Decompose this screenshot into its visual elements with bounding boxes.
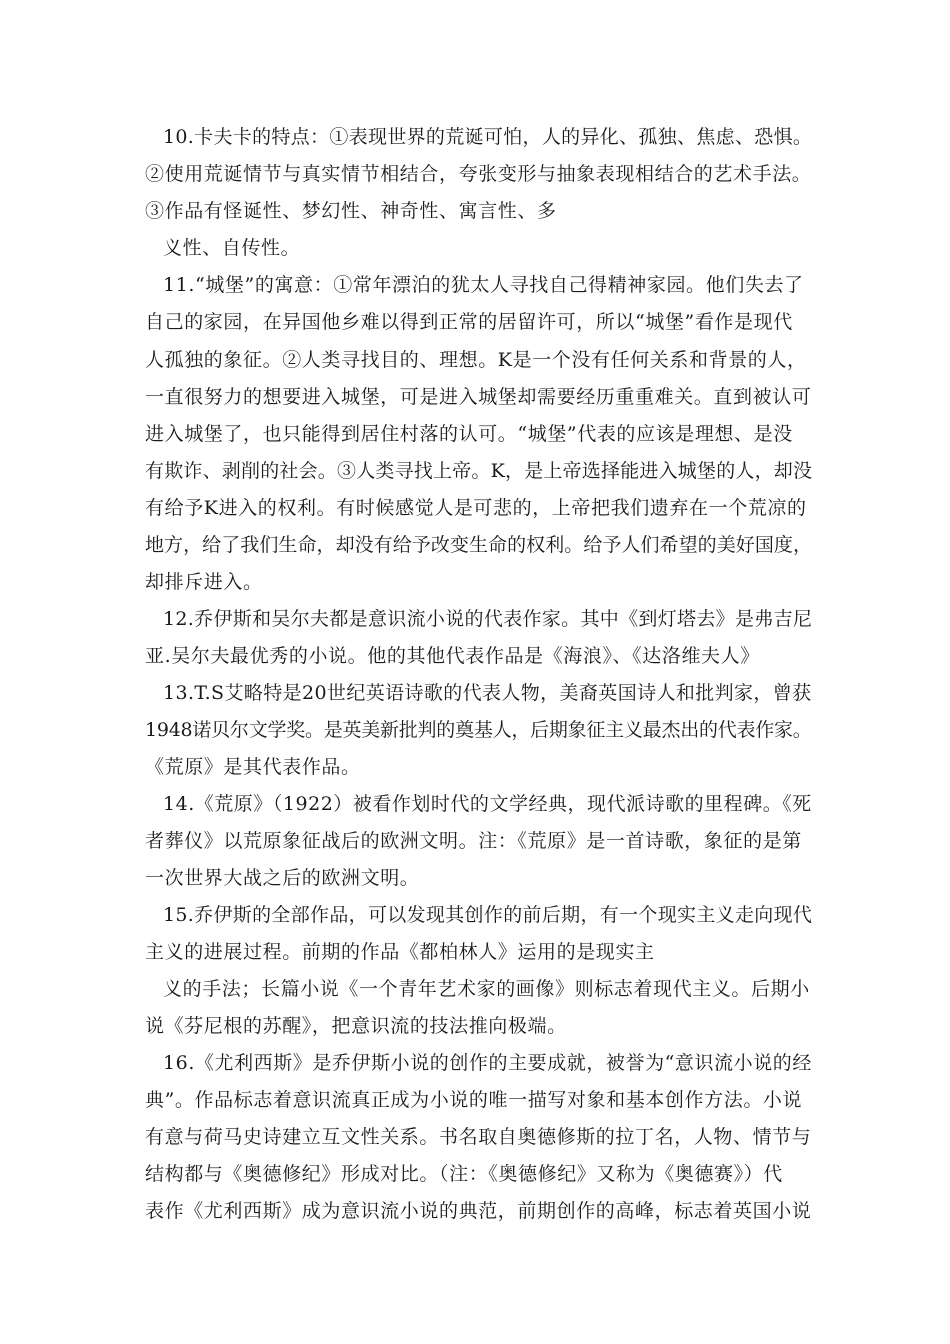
text-line: 义性、自传性。 [163, 237, 301, 259]
text-line: 有意与荷马史诗建立互文性关系。书名取自奥德修斯的拉丁名，人物、情节与 [145, 1126, 812, 1148]
text-line: 16.《尤利西斯》是乔伊斯小说的创作的主要成就，被誉为“意识流小说的经 [163, 1052, 812, 1074]
text-line: 一直很努力的想要进入城堡，可是进入城堡却需要经历重重难关。直到被认可 [145, 386, 812, 408]
text-line: 地方，给了我们生命，却没有给予改变生命的权利。给予人们希望的美好国度， [145, 534, 813, 556]
text-line: 典”。作品标志着意识流真正成为小说的唯一描写对象和基本创作方法。小说 [145, 1089, 803, 1111]
text-line: 自己的家园，在异国他乡难以得到正常的居留许可，所以“城堡”看作是现代 [145, 311, 793, 333]
text-line: 10.卡夫卡的特点：①表现世界的荒诞可怕，人的异化、孤独、焦虑、恐惧。 [163, 126, 813, 148]
text-line: 进入城堡了，也只能得到居住村落的认可。“城堡”代表的应该是理想、是没 [145, 423, 793, 445]
text-line: 13.T.S艾略特是20世纪英语诗歌的代表人物，美裔英国诗人和批判家，曾获 [163, 682, 812, 704]
text-line: ③作品有怪诞性、梦幻性、神奇性、寓言性、多 [145, 200, 557, 222]
text-line: 主义的进展过程。前期的作品《都柏林人》运用的是现实主 [145, 941, 655, 963]
text-line: 15.乔伊斯的全部作品，可以发现其创作的前后期，有一个现实主义走向现代 [163, 904, 813, 926]
text-line: 亚.吴尔夫最优秀的小说。他的其他代表作品是《海浪》、《达洛维夫人》 [145, 645, 760, 667]
text-line: 人孤独的象征。②人类寻找目的、理想。K是一个没有任何关系和背景的人， [145, 349, 807, 371]
text-line: 1948诺贝尔文学奖。是英美新批判的奠基人，后期象征主义最杰出的代表作家。 [145, 719, 812, 741]
text-line: 却排斥进入。 [145, 571, 263, 593]
text-line: 有给予K进入的权利。有时候感觉人是可悲的，上帝把我们遗弃在一个荒凉的 [145, 497, 807, 519]
text-line: 义的手法；长篇小说《一个青年艺术家的画像》则标志着现代主义。后期小 [163, 978, 810, 1000]
text-line: 一次世界大战之后的欧洲文明。 [145, 867, 420, 889]
text-line: 《荒原》是其代表作品。 [145, 756, 361, 778]
text-line: 14.《荒原》（1922）被看作划时代的文学经典，现代派诗歌的里程碑。《死 [163, 793, 812, 815]
text-line: 表作《尤利西斯》成为意识流小说的典范，前期创作的高峰，标志着英国小说 [145, 1200, 812, 1222]
text-line: 有欺诈、剥削的社会。③人类寻找上帝。K，是上帝选择能进入城堡的人，却没 [145, 460, 813, 482]
text-line: ②使用荒诞情节与真实情节相结合，夸张变形与抽象表现相结合的艺术手法。 [145, 163, 812, 185]
text-line: 者葬仪》以荒原象征战后的欧洲文明。注：《荒原》是一首诗歌，象征的是第 [145, 830, 802, 852]
text-line: 结构都与《奥德修纪》形成对比。（注：《奥德修纪》又称为《奥德赛》）代 [145, 1163, 783, 1185]
text-line: 11.“城堡”的寓意：①常年漂泊的犹太人寻找自己得精神家园。他们失去了 [163, 274, 804, 296]
text-line: 12.乔伊斯和吴尔夫都是意识流小说的代表作家。其中《到灯塔去》是弗吉尼 [163, 608, 813, 630]
text-line: 说《芬尼根的苏醒》，把意识流的技法推向极端。 [145, 1015, 567, 1037]
